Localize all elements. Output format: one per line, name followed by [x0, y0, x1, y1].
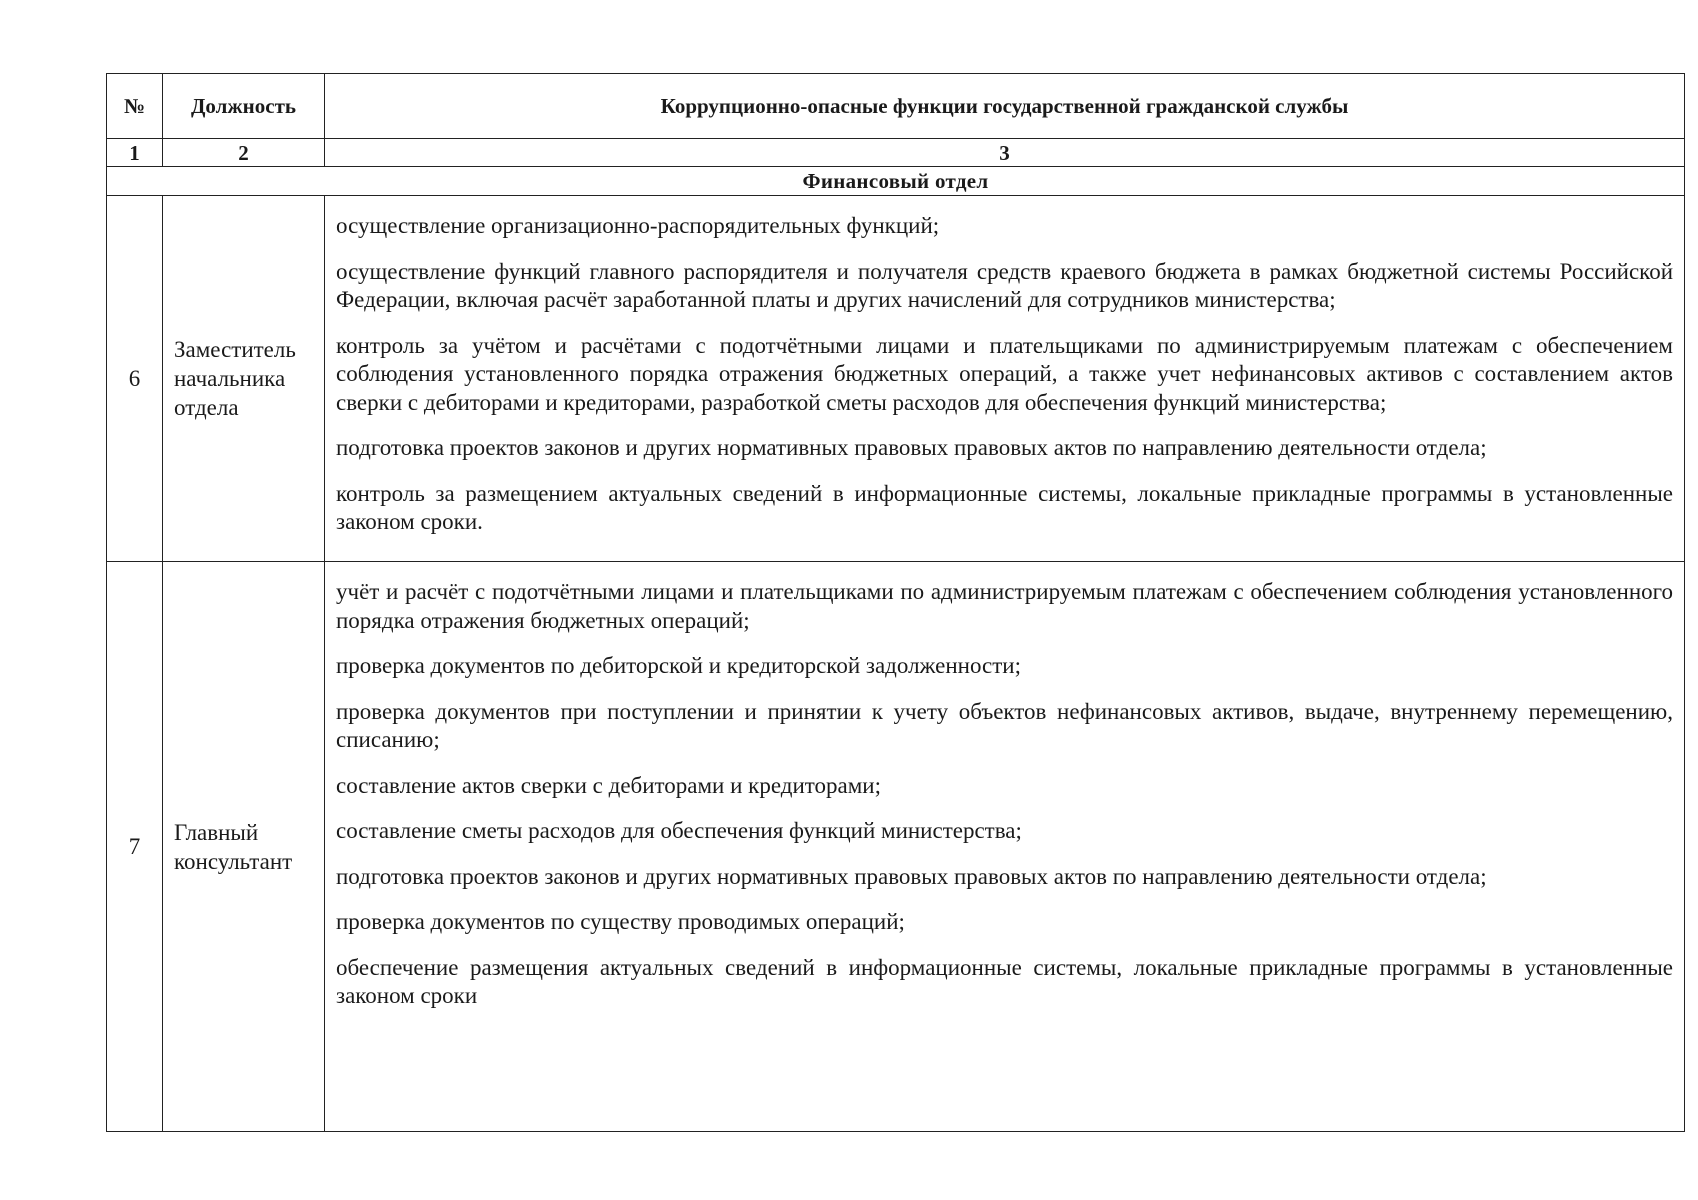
- table-row: [107, 562, 1685, 1132]
- row-number: 7: [107, 562, 163, 1132]
- column-number: 1: [107, 139, 163, 167]
- row-number: 6: [107, 196, 163, 562]
- column-numbers-row: [107, 139, 1685, 167]
- function-item: подготовка проектов законов и других нормативных правовых правовых актов по направлению деятельности отдела;: [336, 435, 1487, 460]
- section-title: Финансовый отдел: [107, 167, 1685, 196]
- header-num: №: [107, 74, 163, 139]
- section-row: [107, 167, 1685, 196]
- row-position: Главный консультант: [163, 562, 325, 1132]
- table-row: [107, 196, 1685, 562]
- row-functions: [325, 562, 1685, 1132]
- function-item: осуществление организационно-распорядительных функций;: [336, 213, 940, 238]
- column-number: 2: [163, 139, 325, 167]
- header-functions: Коррупционно-опасные функции государственной гражданской службы: [325, 74, 1685, 139]
- function-item: составление сметы расходов для обеспечения функций министерства;: [336, 818, 1022, 843]
- function-item: проверка документов при поступлении и принятии к учету объектов нефинансовых активов, выдаче, внутреннему перемещению, списанию;: [336, 698, 1673, 752]
- column-number: 3: [325, 139, 1685, 167]
- row-position: Заместитель начальника отдела: [163, 196, 325, 562]
- corruption-functions-table: [106, 73, 1685, 1132]
- function-item: контроль за размещением актуальных сведений в информационные системы, локальные прикладные программы в установленные законом сроки.: [336, 480, 1673, 534]
- function-item: подготовка проектов законов и других нормативных правовых правовых актов по направлению деятельности отдела;: [336, 863, 1487, 889]
- function-item: проверка документов по существу проводимых операций;: [336, 909, 905, 934]
- function-item: учёт и расчёт с подотчётными лицами и плательщиками по администрируемым платежам с обеспечением соблюдения установленного порядка отражения бюджетных операций;: [336, 579, 1673, 633]
- function-item: обеспечение размещения актуальных сведений в информационные системы, локальные прикладные программы в установленные законом сроки: [336, 954, 1673, 1008]
- function-item: составление актов сверки с дебиторами и кредиторами;: [336, 772, 881, 798]
- row-functions: [325, 196, 1685, 562]
- table-header-row: [107, 74, 1685, 139]
- function-item: контроль за учётом и расчётами с подотчётными лицами и плательщиками по администрируемым платежам с обеспечением соблюдения установленного порядка отражения бюджетных операций, а также учет нефинансовых активов с составлением актов сверки с дебиторами и кредиторами, разработкой сметы расходов для обеспечения функций министерства;: [336, 332, 1673, 415]
- function-item: проверка документов по дебиторской и кредиторской задолженности;: [336, 653, 1021, 678]
- function-item: осуществление функций главного распорядителя и получателя средств краевого бюджета в рамках бюджетной системы Российской Федерации, включая расчёт заработанной платы и других начислений для сотрудников министерства;: [336, 258, 1673, 312]
- header-position: Должность: [163, 74, 325, 139]
